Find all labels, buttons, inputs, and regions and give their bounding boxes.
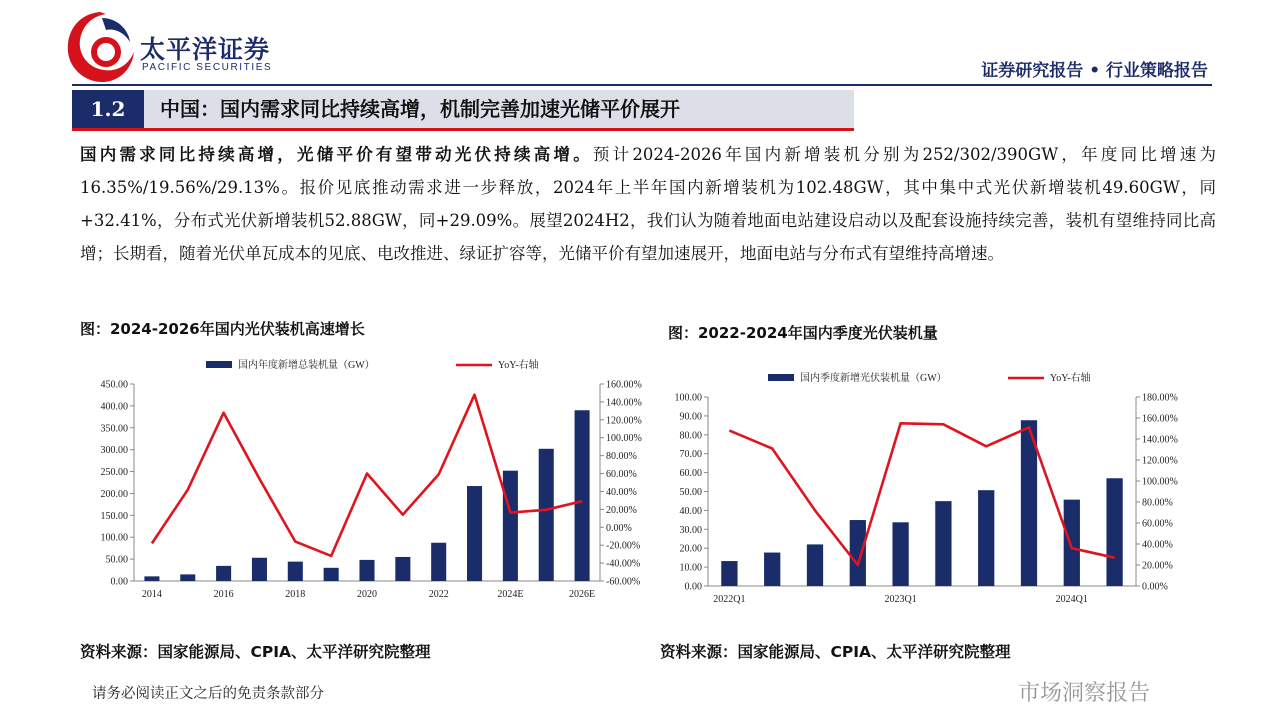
bar-2018 xyxy=(288,562,303,581)
legend-swatch-bars xyxy=(768,374,794,381)
bar-2024Q1 xyxy=(1064,500,1080,586)
section-underline xyxy=(72,128,854,131)
x-tick-label-2023Q1: 2023Q1 xyxy=(884,594,917,605)
y-right-tick-label: 60.00% xyxy=(606,469,637,481)
y-right-tick-label: -60.00% xyxy=(606,576,641,588)
x-tick-label-2024E: 2024E xyxy=(497,589,524,600)
y-right-tick-label: 140.00% xyxy=(606,397,642,409)
y-left-tick-label: 70.00 xyxy=(679,449,702,461)
x-tick-label-2020: 2020 xyxy=(357,589,377,600)
company-logo xyxy=(62,8,292,86)
legend-label-line: YoY-右轴 xyxy=(1050,373,1091,384)
figure1-title: 图：2024-2026年国内光伏装机高速增长 xyxy=(80,320,365,338)
bar-2022Q2 xyxy=(764,553,780,586)
y-left-tick-label: 10.00 xyxy=(679,562,702,574)
bar-2024E xyxy=(503,471,518,581)
x-tick-label-2024Q1: 2024Q1 xyxy=(1055,594,1088,605)
legend-label-bars: 国内季度新增光伏装机量（GW） xyxy=(800,373,947,384)
y-right-tick-label: 180.00% xyxy=(1142,392,1178,404)
logo-text-en: PACIFIC SECURITIES xyxy=(142,62,273,73)
y-left-tick-label: 100.00 xyxy=(674,392,702,404)
bar-2025E xyxy=(539,449,554,581)
y-right-tick-label: 140.00% xyxy=(1142,434,1178,446)
y-left-tick-label: 80.00 xyxy=(679,430,702,442)
legend-label-bars: 国内年度新增总装机量（GW） xyxy=(238,360,375,371)
y-right-tick-label: 80.00% xyxy=(606,451,637,463)
bar-2024Q2 xyxy=(1106,478,1122,586)
y-left-tick-label: 450.00 xyxy=(100,379,128,391)
bar-2021 xyxy=(395,557,410,581)
y-left-tick-label: 50.00 xyxy=(679,487,702,498)
y-right-tick-label: 80.00% xyxy=(1142,497,1173,509)
figure2-title: 图：2022-2024年国内季度光伏装机量 xyxy=(668,324,938,342)
y-right-tick-label: 20.00% xyxy=(1142,560,1173,572)
y-right-tick-label: 120.00% xyxy=(606,415,642,427)
chart-annual-installations xyxy=(72,344,672,614)
bar-2020 xyxy=(359,560,374,581)
bar-2023Q1 xyxy=(892,522,908,586)
y-left-tick-label: 40.00 xyxy=(679,505,702,517)
x-tick-label-2018: 2018 xyxy=(285,589,306,600)
y-left-tick-label: 100.00 xyxy=(100,532,128,544)
y-right-tick-label: -40.00% xyxy=(606,558,641,570)
chart-quarterly-installations xyxy=(660,360,1212,610)
y-left-tick-label: 50.00 xyxy=(105,554,128,566)
y-right-tick-label: 100.00% xyxy=(1142,476,1178,488)
logo-text-cn: 太平洋证券 xyxy=(140,35,271,64)
section-title: 中国：国内需求同比持续高增，机制完善加速光储平价展开 xyxy=(160,97,680,121)
x-tick-label-2014: 2014 xyxy=(141,589,162,600)
bar-2023Q3 xyxy=(978,490,994,586)
figure2-source: 资料来源：国家能源局、CPIA、太平洋研究院整理 xyxy=(660,643,1011,661)
bar-2022Q3 xyxy=(807,544,823,586)
y-right-tick-label: 60.00% xyxy=(1142,518,1173,530)
bar-2015 xyxy=(180,574,195,581)
paragraph-body: 预计2024-2026年国内新增装机分别为252/302/390GW，年度同比增速为16.35%/19.56%/29.13%。报价见底推动需求进一步释放，2024年上半年国内新增装机为102.48GW，其中集中式光伏新增装机49.60GW，同+32.41%，分布式光伏新增装机52.88GW，同+29.09%。展望2024H2，我们认为随着地面电站建设启动以及配套设施持续完善，装机有望维持同比高增；长期看，随着光伏单瓦成本的见底、电改推进、绿证扩容等，光储平价有望加速展开，地面电站与分布式有望维持高增速。 xyxy=(80,145,1217,263)
y-right-tick-label: 0.00% xyxy=(1142,581,1168,593)
y-right-tick-label: -20.00% xyxy=(606,540,641,552)
y-left-tick-label: 300.00 xyxy=(100,445,128,457)
legend-swatch-bars xyxy=(206,361,232,368)
summary-paragraph xyxy=(80,138,1216,270)
watermark-text: 市场洞察报告 xyxy=(1018,681,1151,706)
figure1-source: 资料来源：国家能源局、CPIA、太平洋研究院整理 xyxy=(80,643,431,661)
y-right-tick-label: 40.00% xyxy=(1142,539,1173,551)
legend-label-line: YoY-右轴 xyxy=(498,360,539,371)
yoy-line xyxy=(729,423,1114,565)
y-left-tick-label: 250.00 xyxy=(100,467,128,479)
bar-2017 xyxy=(252,558,267,581)
y-right-tick-label: 160.00% xyxy=(1142,413,1178,425)
y-right-tick-label: 100.00% xyxy=(606,433,642,445)
x-tick-label-2022: 2022 xyxy=(428,589,449,600)
disclaimer-text: 请务必阅读正文之后的免责条款部分 xyxy=(92,686,324,702)
section-number: 1.2 xyxy=(72,90,144,128)
bar-2016 xyxy=(216,566,231,581)
x-tick-label-2016: 2016 xyxy=(213,589,234,600)
bar-2019 xyxy=(324,568,339,581)
y-right-tick-label: 0.00% xyxy=(606,522,632,534)
y-left-tick-label: 0.00 xyxy=(110,576,128,588)
y-left-tick-label: 0.00 xyxy=(684,581,702,593)
y-left-tick-label: 350.00 xyxy=(100,423,128,435)
y-left-tick-label: 400.00 xyxy=(100,401,128,413)
header-divider xyxy=(72,84,1212,86)
bar-2022 xyxy=(431,543,446,581)
report-type-label: 证券研究报告 • 行业策略报告 xyxy=(981,61,1208,81)
y-right-tick-label: 20.00% xyxy=(606,504,637,516)
x-tick-label-2026E: 2026E xyxy=(569,589,596,600)
x-tick-label-2022Q1: 2022Q1 xyxy=(713,594,746,605)
y-left-tick-label: 20.00 xyxy=(679,543,702,555)
bar-2023 xyxy=(467,486,482,581)
y-left-tick-label: 150.00 xyxy=(100,510,128,522)
y-left-tick-label: 30.00 xyxy=(679,524,702,536)
bar-2023Q2 xyxy=(935,501,951,586)
bar-2022Q4 xyxy=(850,520,866,586)
bar-2022Q1 xyxy=(721,561,737,586)
y-left-tick-label: 60.00 xyxy=(679,468,702,480)
bar-2026E xyxy=(575,410,590,581)
y-right-tick-label: 160.00% xyxy=(606,379,642,391)
y-right-tick-label: 120.00% xyxy=(1142,455,1178,467)
paragraph-lead: 国内需求同比持续高增，光储平价有望带动光伏持续高增。 xyxy=(80,145,593,164)
y-left-tick-label: 90.00 xyxy=(679,411,702,423)
logo-mark-icon xyxy=(62,8,138,86)
y-left-tick-label: 200.00 xyxy=(100,488,128,500)
y-right-tick-label: 40.00% xyxy=(606,486,637,498)
bar-2014 xyxy=(144,576,159,581)
